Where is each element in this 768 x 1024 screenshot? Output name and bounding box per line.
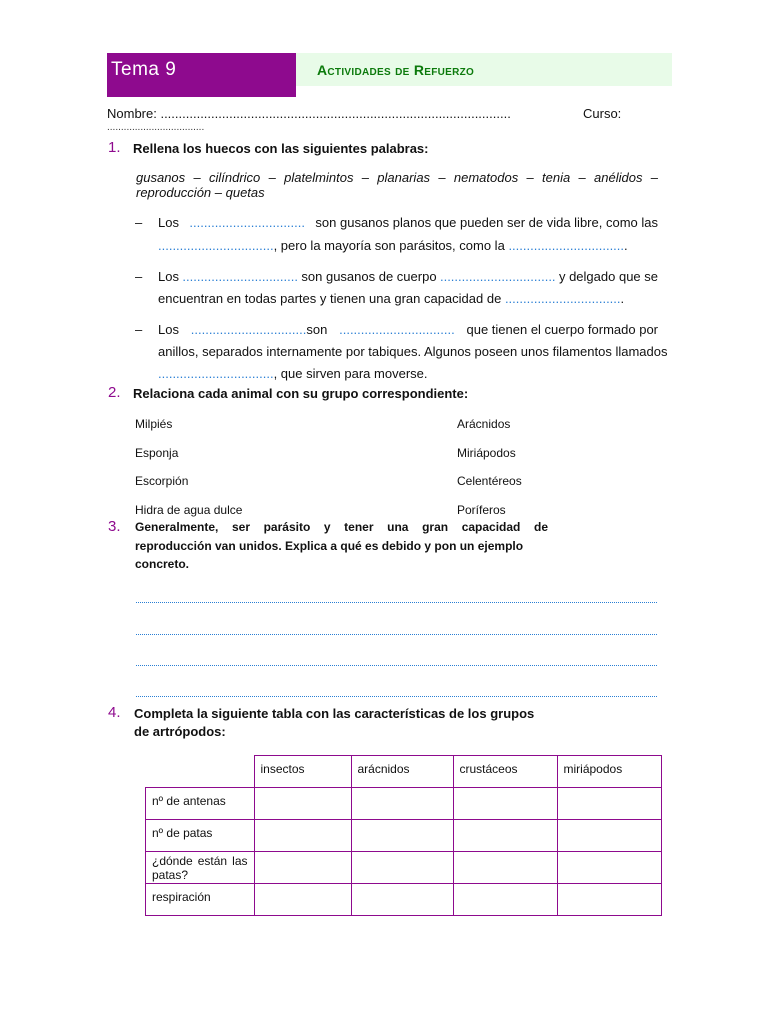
table-cell[interactable]	[453, 788, 557, 820]
table-header-row	[146, 756, 662, 788]
table-cell[interactable]	[351, 820, 453, 852]
table-row	[146, 820, 662, 852]
blank-field[interactable]: ................................	[339, 322, 455, 337]
text: y delgado que se	[558, 269, 658, 284]
table-cell[interactable]	[254, 820, 351, 852]
blank-field[interactable]: ................................	[439, 269, 556, 284]
question-4-prompt-line-2: de artrópodos:	[134, 724, 226, 739]
text: encuentran en todas partes y tienen una gran capacidad de	[158, 291, 502, 306]
text: Los	[158, 269, 179, 284]
title-banner	[296, 53, 672, 86]
answer-line[interactable]	[136, 696, 657, 697]
text: , que sirven para moverse.	[273, 366, 428, 381]
row-header: respiración	[146, 884, 255, 916]
table-cell[interactable]	[453, 884, 557, 916]
question-3-number: 3.	[108, 518, 121, 535]
question-2-number: 2.	[108, 384, 121, 401]
animal-item: Esponja	[135, 446, 179, 460]
column-header: arácnidos	[351, 756, 453, 788]
tema-label: Tema 9	[111, 59, 177, 80]
row-header: nº de antenas	[146, 788, 255, 820]
question-1-prompt: Rellena los huecos con las siguientes palabras:	[133, 141, 429, 156]
group-item: Poríferos	[457, 503, 506, 517]
text: son gusanos planos que pueden ser de vida libre, como las	[315, 215, 658, 230]
question-3-prompt-line-1: Generalmente, ser parásito y tener una gran capacidad de	[135, 520, 548, 534]
blank-field[interactable]: ................................	[508, 238, 625, 253]
column-header: crustáceos	[453, 756, 557, 788]
tema-banner	[107, 53, 296, 97]
q1-item-2-line-2	[158, 291, 624, 306]
question-4-number: 4.	[108, 704, 121, 721]
curso-field[interactable]: ...................................	[107, 122, 205, 133]
dash-marker: –	[135, 322, 143, 337]
table-cell[interactable]	[557, 852, 661, 884]
table-cell[interactable]	[453, 852, 557, 884]
q1-item-1-line-1	[158, 215, 658, 230]
animal-item: Escorpión	[135, 474, 189, 488]
question-3-prompt-line-3: concreto.	[135, 557, 190, 571]
row-header: ¿dónde están las patas?	[146, 852, 255, 884]
question-3-prompt-line-2: reproducción van unidos. Explica a qué es debido y pon un ejemplo	[135, 539, 524, 553]
q1-item-1-line-2	[158, 238, 628, 253]
text: son gusanos de cuerpo	[301, 269, 437, 284]
table-cell[interactable]	[351, 884, 453, 916]
column-header: insectos	[254, 756, 351, 788]
dash-marker: –	[135, 269, 143, 284]
animal-item: Milpiés	[135, 417, 173, 431]
empty-corner-cell	[146, 756, 255, 788]
animal-item: Hidra de agua dulce	[135, 503, 243, 517]
table-cell[interactable]	[557, 788, 661, 820]
blank-field[interactable]: ................................	[190, 322, 307, 337]
blank-field[interactable]: ................................	[158, 238, 274, 253]
table-row	[146, 788, 662, 820]
question-1-number: 1.	[108, 139, 121, 156]
curso-label: Curso:	[583, 106, 622, 121]
table-cell[interactable]	[351, 788, 453, 820]
text: Los	[158, 215, 179, 230]
text: , pero la mayoría son parásitos, como la	[273, 238, 505, 253]
group-item: Miriápodos	[457, 446, 516, 460]
answer-line[interactable]	[136, 665, 657, 666]
text: .	[620, 291, 625, 306]
group-item: Celentéreos	[457, 474, 522, 488]
column-header: miriápodos	[557, 756, 661, 788]
group-item: Arácnidos	[457, 417, 511, 431]
blank-field[interactable]: ................................	[158, 366, 274, 381]
table-cell[interactable]	[557, 884, 661, 916]
nombre-field[interactable]: Nombre: .................................................................................................	[107, 106, 511, 121]
text: que tienen el cuerpo formado por	[466, 322, 658, 337]
table-cell[interactable]	[254, 884, 351, 916]
row-header: nº de patas	[146, 820, 255, 852]
table-row	[146, 884, 662, 916]
table-cell[interactable]	[254, 788, 351, 820]
table-row	[146, 852, 662, 884]
question-2-prompt: Relaciona cada animal con su grupo correspondiente:	[133, 386, 469, 401]
table-cell[interactable]	[453, 820, 557, 852]
q1-item-3-line-1	[158, 322, 658, 337]
table-cell[interactable]	[351, 852, 453, 884]
page-title: Actividades de Refuerzo	[317, 62, 475, 78]
text: Los	[158, 322, 179, 337]
blank-field[interactable]: ................................	[504, 291, 621, 306]
q1-item-3-line-2: anillos, separados internamente por tabiques. Algunos poseen unos filamentos llamados	[158, 344, 668, 359]
q1-item-2-line-1	[158, 269, 658, 284]
table-cell[interactable]	[254, 852, 351, 884]
dash-marker: –	[135, 215, 143, 230]
table-cell[interactable]	[557, 820, 661, 852]
answer-line[interactable]	[136, 602, 657, 603]
blank-field[interactable]: ................................	[189, 215, 305, 230]
answer-line[interactable]	[136, 634, 657, 635]
question-4-prompt-line-1: Completa la siguiente tabla con las características de los grupos	[134, 706, 535, 721]
arthropods-table	[145, 755, 662, 916]
word-bank-line-1: gusanos – cilíndrico – platelmintos – planarias – nematodos – tenia – anélidos –	[136, 170, 658, 185]
blank-field[interactable]: ................................	[182, 269, 298, 284]
q1-item-3-line-3	[158, 366, 427, 381]
text: son	[306, 322, 328, 337]
text: .	[624, 238, 628, 253]
word-bank-line-2: reproducción – quetas	[136, 185, 265, 200]
